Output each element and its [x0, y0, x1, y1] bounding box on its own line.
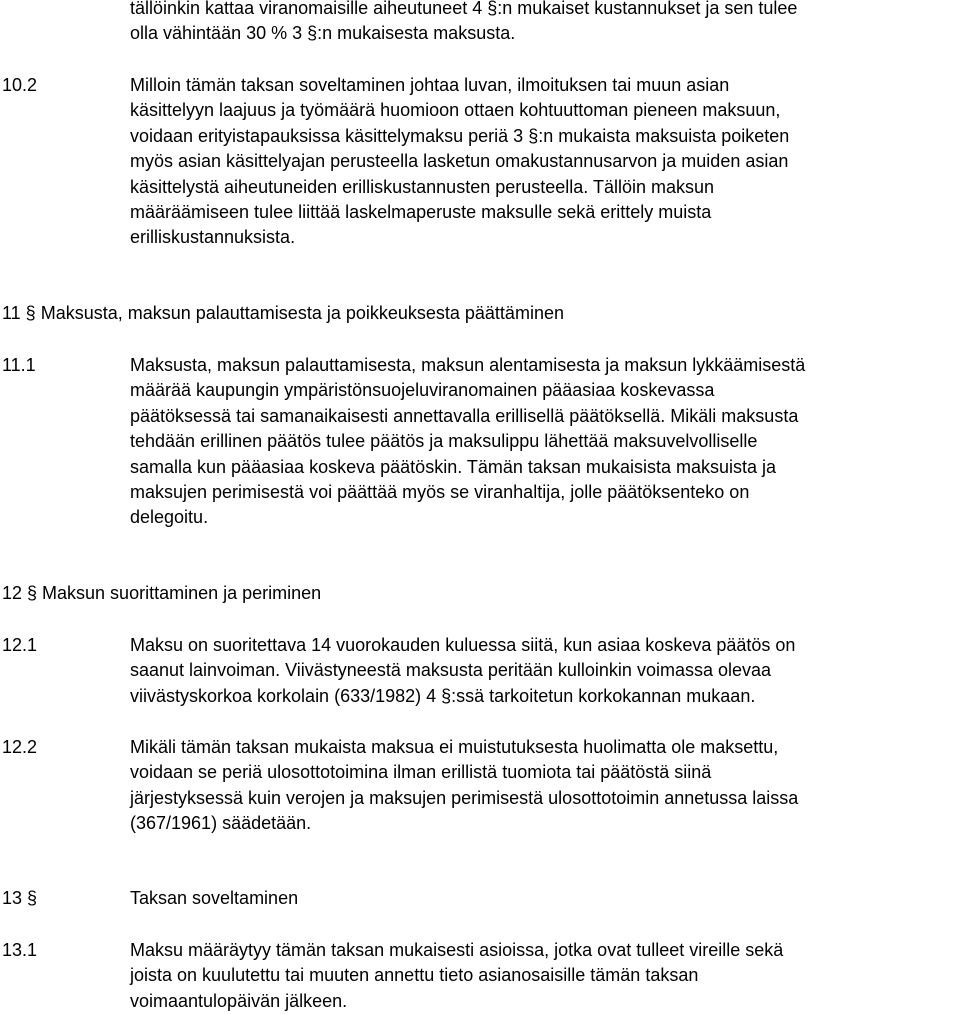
paragraph-line: delegoitu.: [130, 507, 209, 528]
section-number: 11.1: [2, 355, 36, 375]
paragraph-line: joista on kuulutettu tai muuten annettu tieto asianosaisille tämän taksan: [130, 965, 699, 986]
paragraph-line: viivästyskorkoa korkolain (633/1982) 4 §:ssä tarkoitetun korkokannan mukaan.: [130, 685, 756, 706]
paragraph-line: (367/1961) säädetään.: [130, 813, 312, 834]
paragraph-line: Milloin tämän taksan soveltaminen johtaa luvan, ilmoituksen tai muun asian: [130, 75, 730, 95]
section-heading-11: 11 § Maksusta, maksun palauttamisesta ja poikkeuksesta päättäminen: [2, 303, 564, 323]
paragraph-line: määräämiseen tulee liittää laskelmaperuste maksulle sekä erittely muista: [130, 202, 712, 223]
paragraph-line: voidaan erityistapauksissa käsittelymaksu periä 3 §:n mukaista maksuista poiketen: [130, 125, 790, 146]
paragraph-line: samalla kun pääasiaa koskeva päätöskin. Tämän taksan mukaisista maksuista ja: [130, 456, 776, 477]
section-13-1-paragraph: [130, 938, 960, 1014]
paragraph-line: järjestyksessä kuin verojen ja maksujen perimisestä ulosottotoimin annetussa laissa: [130, 787, 799, 808]
section-12-2-paragraph: [130, 735, 960, 837]
paragraph-line: voimaantulopäivän jälkeen.: [130, 990, 348, 1011]
paragraph-line: voidaan se periä ulosottotoimina ilman erillistä tuomiota tai päätöstä siinä: [130, 762, 712, 783]
section-heading-12: 12 § Maksun suorittaminen ja periminen: [2, 583, 322, 603]
paragraph-line: määrää kaupungin ympäristönsuojeluviranomainen pääasiaa koskevassa: [130, 380, 715, 401]
section-number: 12.1: [2, 635, 38, 655]
continuation-line-2: olla vähintään 30 % 3 §:n mukaisesta maksusta.: [130, 23, 516, 43]
paragraph-line: Maksusta, maksun palauttamisesta, maksun alentamisesta ja maksun lykkäämisestä: [130, 355, 806, 375]
paragraph-line: maksujen perimisestä voi päättää myös se viranhaltija, jolle päätöksenteko on: [130, 482, 750, 503]
paragraph-line: erilliskustannuksista.: [130, 227, 296, 248]
paragraph-line: käsittelyyn laajuus ja työmäärä huomioon ottaen kohtuuttoman pieneen maksuun,: [130, 100, 781, 121]
section-12-1-paragraph: [130, 633, 960, 709]
section-number: 10.2: [2, 75, 38, 95]
paragraph-line: myös asian käsittelyajan perusteella lasketun omakustannusarvon ja muiden asian: [130, 151, 789, 172]
paragraph-line: päätöksessä tai samanaikaisesti annettavalla erillisellä päätöksellä. Mikäli maksusta: [130, 405, 799, 426]
paragraph-line: Maksu on suoritettava 14 vuorokauden kuluessa siitä, kun asiaa koskeva päätös on: [130, 635, 796, 655]
paragraph-line: käsittelystä aiheutuneiden erilliskustannusten perusteella. Tällöin maksun: [130, 176, 715, 197]
section-11-1-paragraph: [130, 353, 960, 531]
section-number: 12.2: [2, 737, 38, 757]
paragraph-line: saanut lainvoiman. Viivästyneestä maksusta peritään kulloinkin voimassa olevaa: [130, 660, 772, 681]
paragraph-line: Maksu määräytyy tämän taksan mukaisesti asioissa, jotka ovat tulleet vireille sekä: [130, 940, 784, 960]
paragraph-line: Mikäli tämän taksan mukaista maksua ei muistutuksesta huolimatta ole maksettu,: [130, 737, 779, 757]
section-heading-title: Taksan soveltaminen: [130, 888, 299, 908]
section-10-2-paragraph: [130, 73, 960, 251]
section-heading-number: 13 §: [2, 888, 38, 908]
paragraph-line: tehdään erillinen päätös tulee päätös ja maksulippu lähettää maksuvelvolliselle: [130, 431, 758, 452]
continuation-line-1: tällöinkin kattaa viranomaisille aiheutuneet 4 §:n mukaiset kustannukset ja sen tulee: [130, 0, 798, 18]
section-number: 13.1: [2, 940, 38, 960]
section-heading-13: [2, 886, 298, 911]
